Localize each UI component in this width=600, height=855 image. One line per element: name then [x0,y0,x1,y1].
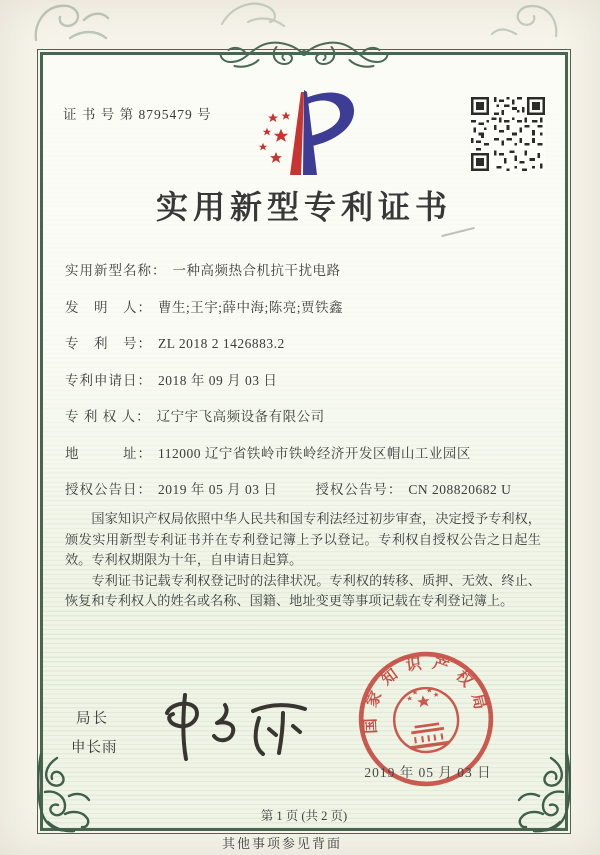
flourish-ornament-ghost-icon [218,0,288,30]
seal-text: 国家知识产权局 [362,654,491,735]
field-label: 实用新型名称： [65,263,167,278]
legal-paragraph-1: 国家知识产权局依照中华人民共和国专利法经过初步审查，决定授予专利权，颁发实用新型专利证书并在专利登记簿上予以登记。专利权自授权公告之日起生效。专利权期限为十年，自申请日起算。 [65,511,541,568]
field-label: 授权公告日： [65,482,152,497]
field-row-patent-no [65,334,547,353]
national-emblem-icon [390,684,462,756]
field-row-name [65,261,547,280]
certificate-title: 实用新型专利证书 [155,189,452,225]
field-label: 授权公告号： [315,482,403,497]
field-pair-grant-no [315,480,511,499]
scan-artifact [441,227,474,237]
commissioner-name: 申长雨 [71,740,118,756]
page-number: 第 1 页 (共 2 页) [260,809,348,823]
field-row-patentee [65,407,547,426]
field-row-grant [65,480,547,499]
flourish-ornament-ghost-icon [30,0,112,46]
field-value: 112000 辽宁省铁岭市铁岭经济开发区帽山工业园区 [158,445,471,461]
field-label: 地 址： [65,445,152,461]
qr-code [471,97,545,171]
field-label: 发 明 人： [65,299,152,315]
svg-text:国家知识产权局 [351,646,491,736]
field-row-inventors [65,298,547,317]
signature-handwriting [149,685,327,777]
field-list [65,261,547,517]
field-label: 专 利 权 人： [65,409,151,424]
field-value: 2018 年 09 月 03 日 [158,372,278,388]
field-value: 辽宁宇飞高频设备有限公司 [156,409,325,424]
field-value: 2019 年 05 月 03 日 [158,482,278,497]
flourish-ornament-ghost-icon [490,0,562,42]
commissioner-title: 局长 [76,711,109,727]
back-note: 其他事项参见背面 [221,836,343,851]
field-value: ZL 2018 2 1426883.2 [158,336,285,351]
field-label: 专利申请日： [65,372,152,388]
field-value: CN 208820682 U [408,482,512,497]
legal-text [65,509,541,612]
field-label: 专 利 号： [65,336,152,351]
certificate-number: 证 书 号 第 8795479 号 [63,107,212,122]
field-value: 一种高频热合机抗干扰电路 [172,263,341,278]
flourish-ornament-icon [217,38,392,72]
certificate-frame [40,52,568,831]
cnipa-logo [243,85,365,179]
field-row-filing-date [65,371,547,390]
field-row-address [65,444,547,463]
field-value: 曹生;王宇;薛中海;陈亮;贾铁鑫 [158,299,344,315]
legal-paragraph-2: 专利证书记载专利权登记时的法律状况。专利权的转移、质押、无效、终止、恢复和专利权人的姓名或名称、国籍、地址变更等事项记载在专利登记簿上。 [65,572,541,609]
seal-date: 2019 年 05 月 03 日 [364,765,492,780]
